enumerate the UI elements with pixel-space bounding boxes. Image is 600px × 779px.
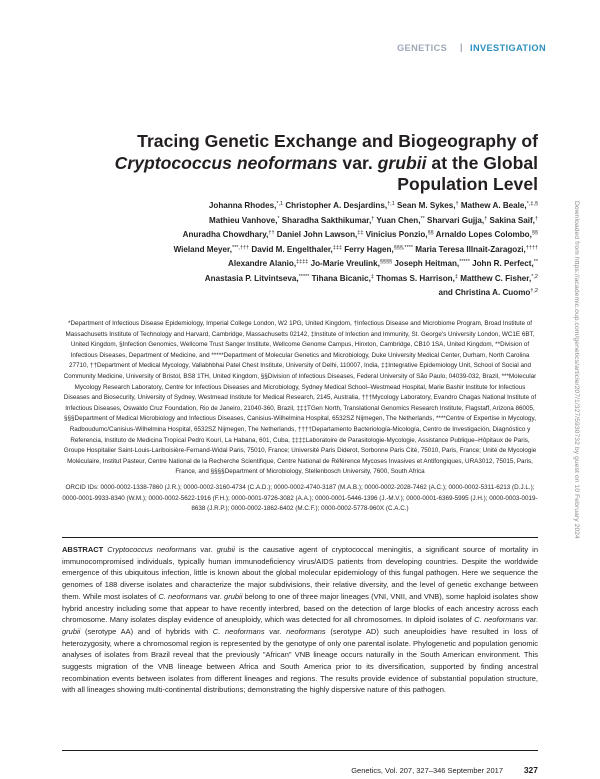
author-affiliation-mark: §§§,**** (393, 244, 413, 251)
author-name: Jo-Marie Vreulink, (308, 259, 380, 268)
author-affiliation-mark: ‡‡‡‡ (296, 259, 309, 265)
page-footer (351, 765, 538, 778)
author-name: Sean M. Sykes, (394, 201, 456, 210)
author-affiliation-mark: ‡‡ (357, 230, 364, 236)
author-affiliation-mark: ** (420, 215, 425, 222)
header-separator: | (460, 42, 463, 52)
article-category[interactable]: INVESTIGATION (470, 43, 546, 53)
author-name: Anastasia P. Litvintseva, (204, 273, 299, 283)
author-name: Sharadha Sakthikumar, (279, 215, 372, 225)
abstract (62, 544, 538, 696)
abstract-italic-term: grubii (216, 545, 235, 554)
author-name: Christopher A. Desjardins, (283, 201, 388, 210)
author-affiliation-mark: ‡ (454, 273, 458, 280)
author-affiliation-mark: ***** (459, 259, 470, 265)
abstract-text: var. (196, 545, 217, 554)
author-name: Yuan Chen, (374, 215, 421, 225)
abstract-text: var. (523, 615, 538, 625)
abstract-text: is the causative agent of cryptococcal meningitis, a significant source of mortality in immunocompromised individuals, typically human immunodeficiency virus/AIDS patients from developing countries. Despite the worldwide emergence of this ubiquitous infection, little is known about the global molecular epidemiology of this fungal pathogen. Here we sequence the genomes of 188 diverse isolates and characterize the major subdivisions, their relative diversity, and the level of genetic exchange between them. While most isolates of (62, 545, 538, 601)
author-affiliation-mark: ***** (298, 273, 310, 280)
article-title (60, 131, 538, 196)
author-affiliation-mark: ‡‡‡ (332, 244, 342, 251)
author-affiliation-mark: †††† (525, 244, 538, 251)
author-affiliation-mark: † (484, 215, 488, 222)
download-notice: Downloaded from https://academic.oup.com/genetics/article/207/1/327/5930732 by guest on 10 February 2024 (573, 201, 580, 539)
abstract-italic-term: C. neoformans (158, 591, 208, 601)
title-line-2 (60, 153, 538, 175)
orcid-ids: ORCID IDs: 0000-0002-1338-7860 (J.R.); 0000-0002-3160-4734 (C.A.D.); 0000-0002-4740-3187 (M.A.B.); 0000-0002-2028-7462 (A.C.); 0000-0002-5311-6213 (D.J.L.); 0000-0001-9933-8340 (W.M.); 0000-0002-5622-1916 (F.H.); 0000-0001-9726-3082 (A.A.); 0000-0001-5446-1396 (J.-M.V.); 0000-0001-6369-5995 (J.H.); 0000-0003-0019-8638 (J.R.P.); 0000-0002-1862-6402 (M.C.F.); 0000-0002-5778-960X (C.A.C.) (62, 484, 538, 513)
author-name: Thomas S. Harrison, (373, 273, 455, 283)
author-affiliation-mark: *,‡,§ (526, 201, 538, 207)
abstract-italic-term: C. neoformans (212, 626, 265, 636)
abstract-text: (serotype AD) such aneuploidies have resulted in loss of heterozygosity, where a chromosomal region is represented by the genotype of only one parental isolate. Phylogenetic and population genomic analyses of isolates from Brazil reveal that the previously "African" VNB lineage occurs naturally in the South American environment. This suggests migration of the VNB lineage between Africa and South America prior to its diversification, supported by finding ancestral recombination events between isolates from different lineages and regions. The results provide evidence of substantial population structure, with all lineages showing multi-continental distributions; demonstrating the highly dispersive nature of this pathogen. (62, 626, 538, 695)
author-name: Alexandre Alanio, (228, 259, 297, 268)
title-line-1: Tracing Genetic Exchange and Biogeography of (137, 131, 538, 151)
author-name: David M. Engelthaler, (249, 244, 333, 254)
author-affiliation-mark: † (371, 215, 375, 222)
author-name: Wieland Meyer, (173, 244, 232, 254)
title-var: var. (337, 152, 378, 173)
journal-name[interactable]: GENETICS (397, 43, 448, 53)
author-affiliation-mark: §§§§ (379, 259, 393, 265)
author-name: Tihana Bicanic, (309, 273, 371, 283)
journal-header (0, 42, 600, 56)
author-affiliation-mark: *,1 (276, 201, 284, 207)
author-name: Arnaldo Lopes Colombo, (433, 230, 532, 239)
author-affiliation-mark: ***,††† (232, 244, 250, 251)
footer-citation: Genetics, Vol. 207, 327–346 September 2017 (351, 766, 503, 775)
author-affiliation-mark: * (277, 215, 280, 222)
title-line-3: Population Level (397, 174, 538, 195)
author-name: Maria Teresa Illnait-Zaragozi, (413, 244, 526, 254)
author-name: Mathew A. Beale, (458, 201, 527, 210)
abstract-italic-term: Cryptococcus neoformans (107, 545, 197, 554)
title-variety: grubii (377, 152, 427, 173)
page-number: 327 (523, 765, 538, 775)
author-affiliation-mark: †,2 (530, 288, 538, 294)
author-affiliation-mark: † (455, 201, 459, 207)
author-name: Ferry Hagen, (341, 244, 394, 254)
abstract-italic-term: C. neoformans (474, 615, 524, 625)
author-name: Daniel John Lawson, (274, 230, 358, 239)
abstract-text: var. (207, 591, 225, 601)
author-name: Joseph Heitman, (392, 259, 460, 268)
author-name: and Christina A. Cuomo (438, 288, 531, 297)
author-name: John R. Perfect, (469, 259, 534, 268)
author-name: Johanna Rhodes, (208, 201, 277, 210)
author-affiliation-mark: §§ (427, 230, 434, 236)
author-affiliation-mark: †† (268, 230, 275, 236)
abstract-text: belong to one of three major lineages (VNI, VNII, and VNB), some haploid isolates show hybrid ancestry including some that appear to have recently interbred, based on the detection of large blocks of each ancestry across each chromosome. Many isolates display evidence of aneuploidy, which was detected for all chromosomes. In diploid isolates of (62, 591, 538, 625)
author-name: Vinicius Ponzio, (363, 230, 428, 239)
author-name: Mathieu Vanhove, (208, 215, 278, 225)
abstract-italic-term: grubii (224, 591, 243, 601)
title-species: Cryptococcus neoformans (114, 152, 338, 173)
abstract-italic-term: neoformans (286, 626, 326, 636)
author-affiliation-mark: †,1 (387, 201, 395, 207)
affiliations: *Department of Infectious Disease Epidemiology, Imperial College London, W2 1PG, United Kingdom, †Infectious Disease and Microbiome Program, Broad Institute of Massachusetts Institute of Technology and Harvard, Cambridge, Massachusetts 02142, ‡Institute of Infection and Immunity, St. George's University London, WC1E 6BT, United Kingdom, §Infection Genomics, Wellcome Trust Sanger Institute, Wellcome Genome Campus, Hinxton, Cambridge, CB10 1SA, United Kingdom, **Division of Infectious Diseases, Department of Medicine, and *****Department of Molecular Genetics and Microbiology, Duke University Medical Center, Durham, North Carolina 27710, ††Department of Medical Mycology, Vallabhbhai Patel Chest Institute, University of Delhi, 110007, India, ‡‡Integrative Epidemiology Unit, School of Social and Community Medicine, University of Bristol, BS8 1TH, United Kingdom, §§Division of Infectious Diseases, Federal University of São Paulo, 04039-032, Brazil, ***Molecular Mycology Research Laboratory, Centre for Infectious Diseases and Microbiology, Sydney Medical School–Westmead Hospital, Marie Bashir Institute for Infectious Diseases and Biosecurity, University of Sydney, Westmead Institute for Medical Research, 2145, Australia, †††Mycology Laboratory, Evandro Chagas National Institute of Infectious Diseases, Oswaldo Cruz Foundation, Rio de Janeiro, 21040-360, Brazil, ‡‡‡TGen North, Translational Genomics Research Institute, Flagstaff, Arizona 86005, §§§Department of Medical Microbiology and Infectious Diseases, Canisius-Wilhelmina Hospital, 6532SZ Nijmegen, The Netherlands, ****Centre of Expertise in Mycology, Radboudumc/Canisius-Wilhelmina Hospital, 6532SZ Nijmegen, The Netherlands, ††††Departamento Bacteriología-Micología, Centro de Investigación, Diagnóstico y Referencia, Instituto de Medicina Tropical Pedro Kourí, La Habana, 601, Cuba, ‡‡‡‡Laboratoire de Parasitologie-Mycologie, Assistance Publique–Hôpitaux de Paris, Groupe Hospitalier Saint-Louis-Lariboisière-Fernand-Widal Paris, 75010, France; Université Paris Diderot, Sorbonne Paris Cité, 75010, Paris, France; Unité de Mycologie Moléculaire, Institut Pasteur, Centre National de la Recherche Scientifique, Centre National de Référence Mycoses Invasives et Antifongiques, URA3012, 75015, Paris, France, and §§§§Department of Microbiology, Stellenbosch University, 7600, South Africa (63, 320, 537, 476)
author-list (40, 198, 538, 300)
author-affiliation-mark: ‡ (370, 273, 374, 280)
title-line-2-end: at the Global (426, 152, 538, 173)
author-name: Matthew C. Fisher, (457, 273, 532, 283)
author-affiliation-mark: ** (533, 259, 538, 265)
author-affiliation-mark: † (534, 215, 538, 222)
abstract-italic-term: grubii (62, 626, 81, 636)
abstract-label: ABSTRACT (62, 545, 104, 554)
author-affiliation-mark: *,2 (531, 273, 538, 280)
author-name: Sakina Saif, (487, 215, 535, 225)
author-name: Anuradha Chowdhary, (182, 230, 269, 239)
author-name: Sharvari Gujja, (424, 215, 485, 225)
abstract-text: (serotype AA) and of hybrids with (80, 626, 213, 636)
author-affiliation-mark: §§ (531, 230, 538, 236)
abstract-text: var. (264, 626, 287, 636)
